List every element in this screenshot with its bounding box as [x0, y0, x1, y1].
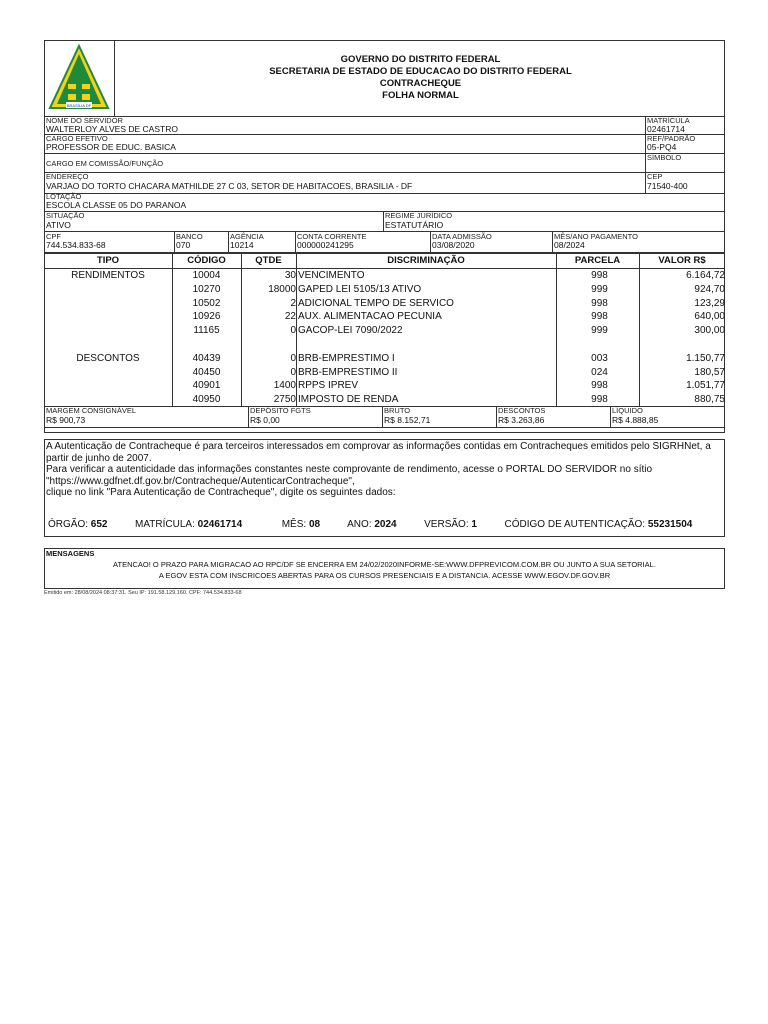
document-header: [116, 54, 725, 102]
divider: [248, 406, 249, 427]
row-valor: 1.051,77: [686, 380, 725, 392]
banco-label: BANCO: [176, 232, 203, 241]
divider: [295, 232, 296, 252]
divider: [174, 232, 175, 252]
row-codigo: 10926: [192, 311, 221, 323]
ref-value: 05-PQ4: [647, 142, 677, 152]
row-tipo: [44, 379, 172, 393]
row-parcela: 998: [591, 270, 608, 281]
matricula-value: 02461714: [647, 124, 685, 134]
versao-label: VERSÃO:: [424, 519, 469, 530]
table-row: [44, 310, 725, 324]
row-valor: 1.150,77: [686, 352, 725, 364]
col-valor: VALOR R$: [658, 255, 706, 266]
row-valor: 924,70: [694, 283, 725, 295]
row-qtde: 18000: [268, 283, 296, 295]
divider: [383, 211, 384, 232]
row-parcela: 998: [591, 380, 608, 392]
table-row: [44, 352, 725, 366]
agencia-label: AGÊNCIA: [230, 232, 264, 241]
autenticacao-texto: [46, 441, 723, 499]
row-parcela: 003: [591, 352, 608, 364]
descontos-value: R$ 3.263,86: [498, 415, 545, 425]
mensagem-2: A EGOV ESTA COM INSCRICOES ABERTAS PARA OS CURSOS PRESENCIAIS E A DISTANCIA. ACESSE WWW.EGOV.DF.GOV.BR: [158, 571, 611, 580]
conta-value: 000000241295: [297, 240, 354, 250]
row-valor: 180,57: [694, 366, 725, 378]
table-row: [44, 297, 725, 311]
col-tipo: TIPO: [96, 255, 120, 266]
cep-value: 71540-400: [647, 181, 688, 191]
row-codigo: 40950: [192, 394, 221, 406]
row-descricao: GAPED LEI 5105/13 ATIVO: [298, 283, 422, 295]
auth-matricula-label: MATRÍCULA:: [135, 519, 195, 530]
col-parcela: PARCELA: [574, 255, 621, 266]
divider: [552, 232, 553, 252]
nome-value: WALTERLOY ALVES DE CASTRO: [46, 124, 178, 134]
row-parcela: 999: [591, 325, 608, 337]
brasao-df-logo: [44, 40, 115, 116]
ano-label: ANO:: [347, 519, 372, 530]
mensagens-texto: [44, 559, 725, 581]
row-descricao: GACOP-LEI 7090/2022: [298, 325, 403, 337]
row-codigo: 10502: [192, 297, 221, 309]
divider: [228, 232, 229, 252]
cpf-label: CPF: [46, 232, 61, 241]
lotacao-label: LOTAÇÃO: [46, 192, 82, 201]
row-qtde: 0: [290, 352, 296, 364]
col-qtde: QTDE: [255, 255, 282, 266]
row-qtde: 2: [290, 297, 296, 309]
row-descricao: BRB-EMPRESTIMO II: [298, 366, 398, 378]
divider: [44, 172, 725, 173]
ano-value: 2024: [374, 519, 397, 530]
autenticacao-dados: [48, 519, 692, 530]
logo-text: BRASÍLIA DF: [66, 103, 92, 108]
descontos-label: DESCONTOS: [498, 406, 546, 415]
row-parcela: 024: [591, 366, 608, 378]
row-descricao: RPPS IPREV: [298, 380, 359, 392]
admissao-value: 03/08/2020: [432, 240, 475, 250]
row-codigo: 10004: [192, 270, 221, 281]
row-tipo: [44, 393, 172, 407]
orgao-value: 652: [90, 519, 108, 530]
fgts-value: R$ 0,00: [250, 415, 280, 425]
row-codigo: 10270: [192, 283, 221, 295]
margem-value: R$ 900,73: [46, 415, 86, 425]
admissao-label: DATA ADMISSÃO: [432, 232, 492, 241]
divider: [44, 153, 725, 154]
liquido-label: LÍQUIDO: [612, 406, 643, 415]
situacao-label: SITUAÇÃO: [46, 211, 85, 220]
ref-label: REF/PADRÃO: [647, 134, 696, 143]
margem-label: MARGEM CONSIGNÁVEL: [46, 406, 137, 415]
cargo-label: CARGO EFETIVO: [46, 134, 108, 143]
pagamento-label: MÊS/ANO PAGAMENTO: [554, 232, 638, 241]
col-discriminacao: DISCRIMINAÇÃO: [387, 255, 465, 266]
divider: [382, 406, 383, 427]
divider: [610, 406, 611, 427]
mensagens-label: MENSAGENS: [46, 549, 95, 558]
endereco-label: ENDEREÇO: [46, 172, 89, 181]
row-valor: 6.164,72: [686, 270, 725, 281]
versao-value: 1: [471, 519, 477, 530]
items-table-body: [44, 269, 725, 407]
header-secretaria: SECRETARIA DE ESTADO DE EDUCACAO DO DISTRITO FEDERAL: [269, 66, 572, 77]
row-tipo: [44, 338, 172, 352]
row-tipo: [44, 283, 172, 297]
row-codigo: 40901: [192, 380, 221, 392]
divider: [44, 134, 725, 135]
autenticacao-p2: Para verificar a autenticidade das informações constantes neste comprovante de rendimento, acesse o PORTAL DO SERVIDOR no sítio "https://www.gdfnet.df.gov.br/Contracheque/AutenticarContracheque",: [46, 464, 653, 487]
divider: [44, 427, 725, 428]
auth-matricula-value: 02461714: [197, 519, 243, 530]
comissao-label: CARGO EM COMISSÃO/FUNÇÃO: [46, 159, 164, 168]
row-descricao: BRB-EMPRESTIMO I: [298, 352, 395, 364]
row-qtde: 22: [284, 311, 296, 323]
header-folha: FOLHA NORMAL: [382, 90, 459, 101]
row-tipo: [44, 297, 172, 311]
nome-label: NOME DO SERVIDOR: [46, 116, 123, 125]
endereco-value: VARJAO DO TORTO CHACARA MATHILDE 27 C 03, SETOR DE HABITACOES, BRASILIA - DF: [46, 181, 413, 191]
regime-label: REGIME JURÍDICO: [385, 211, 453, 220]
cargo-value: PROFESSOR DE EDUC. BASICA: [46, 142, 176, 152]
table-row: [44, 324, 725, 338]
emissao-footer: Emitido em: 28/08/2024 08:37:31. Seu IP: 191.58.129.160. CPF: 744.534.833-68: [44, 590, 242, 596]
row-qtde: 1400: [273, 380, 296, 392]
row-codigo: 40450: [192, 366, 221, 378]
col-codigo: CÓDIGO: [187, 255, 226, 266]
pagamento-value: 08/2024: [554, 240, 585, 250]
row-valor: 300,00: [694, 325, 725, 337]
mes-value: 08: [308, 519, 321, 530]
divider: [645, 116, 646, 194]
row-qtde: 30: [284, 270, 296, 281]
table-row: [44, 338, 725, 352]
regime-value: ESTATUTÁRIO: [385, 220, 444, 230]
row-descricao: IMPOSTO DE RENDA: [298, 394, 399, 406]
logo-cell: [44, 40, 115, 116]
row-parcela: 998: [591, 311, 608, 323]
autenticacao-p1: A Autenticação de Contracheque é para terceiros interessados em comprovar as informações contidas em Contracheques emitidos pelo SIGRHNet, a partir de junho de 2007.: [46, 441, 711, 464]
codigo-value: 55231504: [647, 519, 693, 530]
conta-label: CONTA CORRENTE: [297, 232, 367, 241]
row-tipo: [44, 366, 172, 380]
header-gdf: GOVERNO DO DISTRITO FEDERAL: [340, 54, 501, 65]
codigo-label: CÓDIGO DE AUTENTICAÇÃO:: [504, 519, 646, 530]
row-parcela: 998: [591, 394, 608, 406]
table-row: [44, 379, 725, 393]
mes-label: MÊS:: [281, 519, 307, 530]
divider: [44, 116, 725, 117]
autenticacao-p3: clique no link "Para Autenticação de Contracheque", digite os seguintes dados:: [46, 487, 396, 498]
table-row: [44, 366, 725, 380]
row-qtde: 0: [290, 325, 296, 337]
liquido-value: R$ 4.888,85: [612, 415, 659, 425]
cpf-value: 744.534.833-68: [46, 240, 106, 250]
row-descricao: VENCIMENTO: [298, 270, 365, 281]
table-row: [44, 283, 725, 297]
row-descricao: ADICIONAL TEMPO DE SERVICO: [298, 297, 454, 309]
banco-value: 070: [176, 240, 191, 250]
fgts-label: DEPÓSITO FGTS: [250, 406, 311, 415]
agencia-value: 10214: [230, 240, 254, 250]
divider: [44, 193, 725, 194]
row-tipo: RENDIMENTOS: [71, 270, 145, 281]
row-valor: 640,00: [694, 311, 725, 323]
lotacao-value: ESCOLA CLASSE 05 DO PARANOA: [46, 200, 187, 210]
row-tipo: [44, 310, 172, 324]
row-descricao: AUX. ALIMENTACAO PECUNIA: [298, 311, 442, 323]
divider: [430, 232, 431, 252]
simbolo-label: SÍMBOLO: [647, 153, 682, 162]
row-tipo: DESCONTOS: [76, 352, 140, 364]
row-parcela: 999: [591, 283, 608, 295]
divider: [496, 406, 497, 427]
table-row: [44, 269, 725, 283]
row-valor: 123,29: [694, 297, 725, 309]
cep-label: CEP: [647, 172, 663, 181]
row-qtde: 0: [290, 366, 296, 378]
bruto-value: R$ 8.152,71: [384, 415, 431, 425]
table-row: [44, 393, 725, 407]
orgao-label: ÓRGÃO:: [48, 519, 89, 530]
header-contracheque: CONTRACHEQUE: [379, 78, 462, 89]
row-qtde: 2750: [273, 394, 296, 406]
row-tipo: [44, 324, 172, 338]
row-codigo: 40439: [192, 352, 221, 364]
row-parcela: 998: [591, 297, 608, 309]
matricula-label: MATRÍCULA: [647, 116, 690, 125]
bruto-label: BRUTO: [384, 406, 411, 415]
mensagem-1: ATENCAO! O PRAZO PARA MIGRACAO AO RPC/DF SE ENCERRA EM 24/02/2020INFORME-SE:WWW.DFPREVICOM.COM.BR OU JUNTO A SUA SETORIAL.: [113, 560, 656, 569]
row-valor: 880,75: [694, 394, 725, 406]
row-codigo: 11165: [193, 325, 220, 337]
situacao-value: ATIVO: [46, 220, 71, 230]
